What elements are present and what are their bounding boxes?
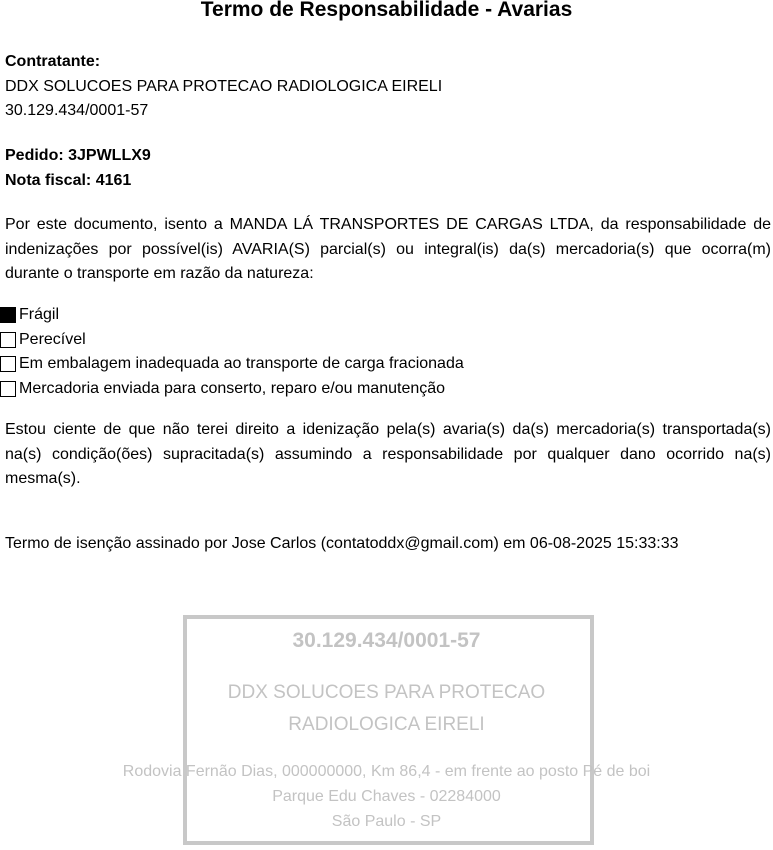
option-label: Frágil [19,306,60,324]
option-fragil [0,303,773,328]
stamp-cnpj: 30.129.434/0001-57 [292,629,481,652]
stamp-name-line-1: DDX SOLUCOES PARA PROTECAO [227,682,546,703]
stamp-name-line-2: RADIOLOGICA EIRELI [288,714,485,735]
option-label: Mercadoria enviada para conserto, reparo e/ou manutenção [19,379,446,397]
checkbox-fragil [0,307,16,323]
order-nota-fiscal: Nota fiscal: 4161 [5,171,132,189]
order-section [5,144,771,193]
contratante-cnpj: 30.129.434/0001-57 [5,102,149,119]
stamp-address-line-1: Rodovia Fernão Dias, 000000000, Km 86,4 - em frente ao posto Pé de boi [122,763,651,780]
document-title: Termo de Responsabilidade - Avarias [200,0,573,21]
option-label: Perecível [19,330,86,348]
stamp-address [0,759,773,834]
checkbox-conserto [0,381,16,397]
option-embalagem-inadequada [0,352,773,377]
option-conserto [0,377,773,402]
stamp-address-line-3: São Paulo - SP [331,813,442,830]
checkbox-perecivel [0,332,16,348]
contratante-label: Contratante: [5,53,101,70]
intro-paragraph: Por este documento, isento a MANDA LÁ TRANSPORTES DE CARGAS LTDA, da responsabilidade de indenizações por possível(is) AVARIA(S) parcial(s) ou integral(is) da(s) mercadoria(s) que ocorra(m) durante o transporte em razão da natureza: [5,216,771,282]
contratante-name: DDX SOLUCOES PARA PROTECAO RADIOLOGICA EIRELI [5,77,443,95]
signature-line: Termo de isenção assinado por Jose Carlos (contatoddx@gmail.com) em 06-08-2025 15:33:33 [5,535,679,552]
contratante-section [5,50,771,124]
option-label: Em embalagem inadequada ao transporte de carga fracionada [19,355,464,373]
option-perecivel [0,328,773,353]
stamp-company-name [0,677,773,741]
acknowledgement-paragraph: Estou ciente de que não terei direito a idenização pela(s) avaria(s) da(s) mercadoria(s) transportada(s) na(s) condição(ões) supracitada(s) assumindo a responsabilidade por qualquer dano ocorrido na(s) mesma(s). [5,421,771,487]
damage-options-list [0,303,773,401]
checkbox-embalagem-inadequada [0,356,16,372]
order-pedido: Pedido: 3JPWLLX9 [5,147,151,164]
stamp-address-line-2: Parque Edu Chaves - 02284000 [272,788,501,805]
